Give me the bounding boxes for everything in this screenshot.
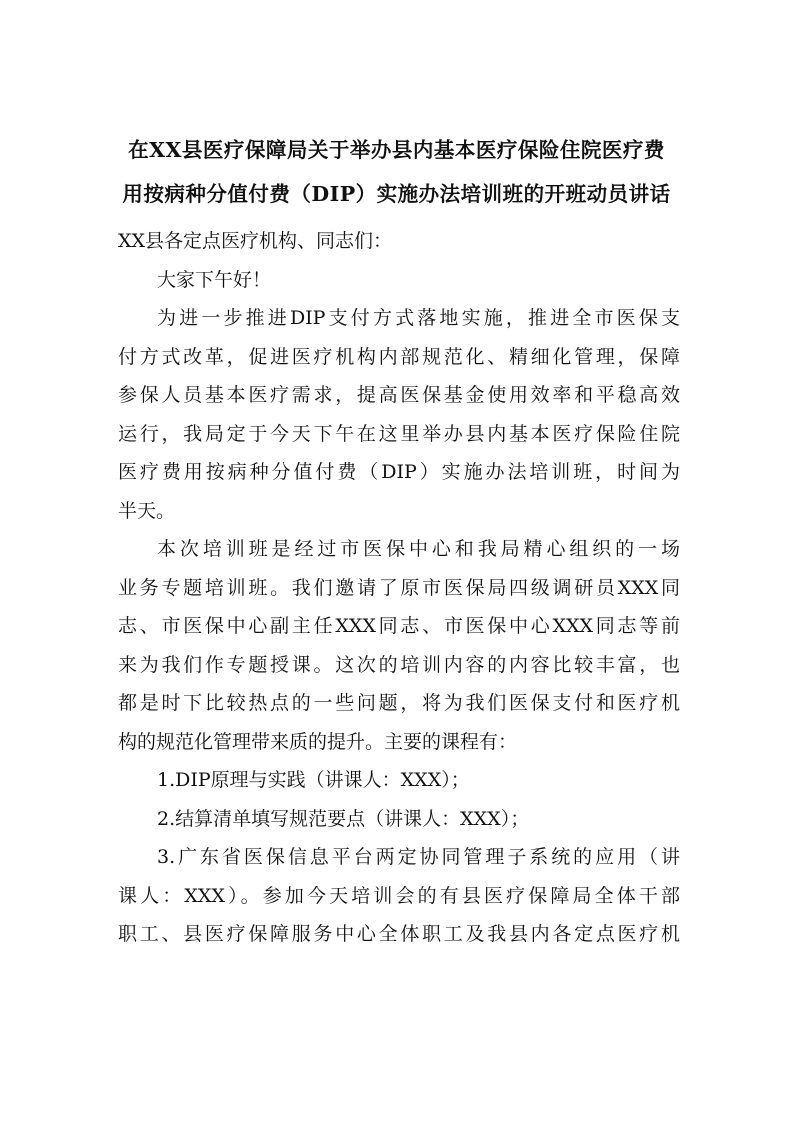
salutation: XX县各定点医疗机构、同志们：: [118, 230, 393, 252]
paragraph-line: 课人：XXX）。参加今天培训会的有县医疗保障局全体干部: [118, 884, 680, 907]
title-line: 用按病种分值付费（DIP）实施办法培训班的开班动员讲话: [122, 182, 671, 206]
course-item-1: 1.DIP原理与实践（讲课人：XXX）；: [157, 769, 470, 791]
document-body: [118, 222, 680, 954]
course-item-3: [118, 838, 680, 954]
document-title: [60, 128, 733, 216]
paragraph-line: 来为我们作专题授课。这次的培训内容的内容比较丰富，也: [118, 653, 680, 676]
paragraph-intro: [118, 299, 680, 530]
paragraph-line: 本次培训班是经过市医保中心和我局精心组织的一场: [157, 538, 680, 560]
paragraph-line: 运行，我局定于今天下午在这里举办县内基本医疗保险住院: [118, 422, 680, 445]
greeting: 大家下午好！: [157, 268, 272, 291]
paragraph-line: 志、市医保中心副主任XXX同志、市医保中心XXX同志等前: [118, 615, 680, 637]
paragraph-line: 构的规范化管理带来质的提升。主要的课程有：: [118, 730, 518, 753]
paragraph-line: 3.广东省医保信息平台两定协同管理子系统的应用（讲: [157, 846, 680, 868]
paragraph-line: 都是时下比较热点的一些问题，将为我们医保支付和医疗机: [118, 692, 680, 714]
paragraph-line: 职工、县医疗保障服务中心全体职工及我县内各定点医疗机: [118, 923, 680, 945]
paragraph-line: 为进一步推进DIP支付方式落地实施，推进全市医保支: [157, 307, 680, 329]
paragraph-line: 半天。: [118, 499, 176, 522]
paragraph-line: 业务专题培训班。我们邀请了原市医保局四级调研员XXX同: [118, 576, 680, 599]
paragraph-training: [118, 530, 680, 761]
course-item-2: 2.结算清单填写规范要点（讲课人：XXX）；: [157, 807, 530, 830]
title-line: 在XX县医疗保障局关于举办县内基本医疗保险住院医疗费: [128, 138, 665, 162]
paragraph-line: 付方式改革，促进医疗机构内部规范化、精细化管理，保障: [118, 345, 680, 368]
paragraph-line: 医疗费用按病种分值付费（DIP）实施办法培训班，时间为: [118, 461, 680, 483]
paragraph-line: 参保人员基本医疗需求，提高医保基金使用效率和平稳高效: [118, 384, 680, 406]
